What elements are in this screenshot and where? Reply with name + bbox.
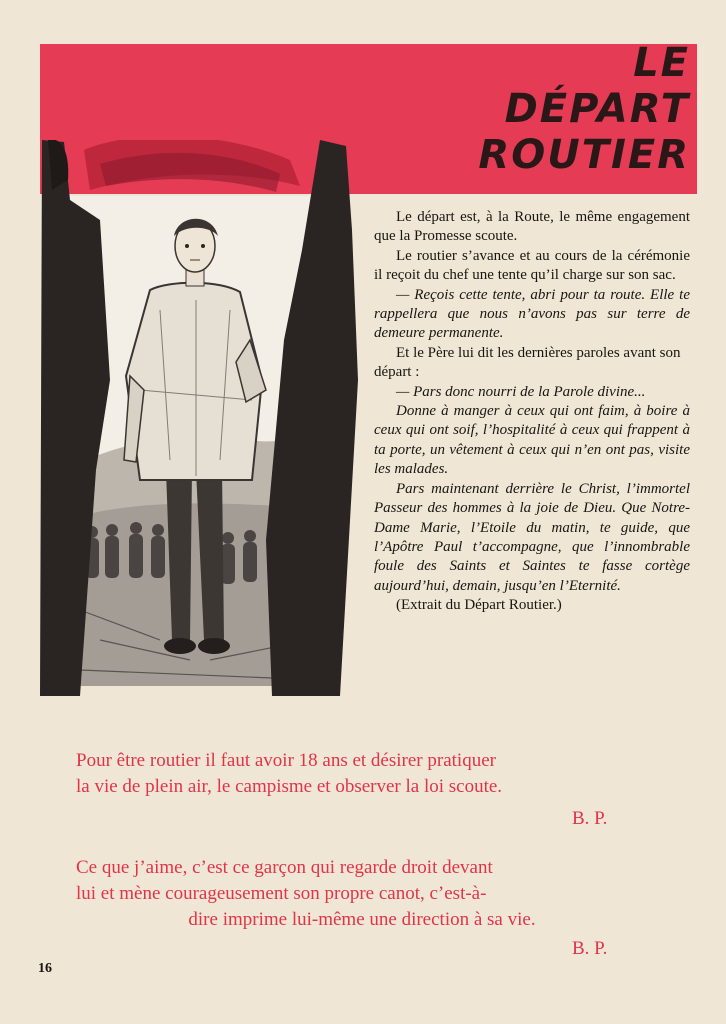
paragraph-2: Le routier s’avance et au cours de la cérémonie il reçoit du chef une tente qu’il charge sur son sac. [374,247,690,284]
paragraph-7: Pars maintenant derrière le Christ, l’immortel Passeur des hommes à la joie de Dieu. Que Notre-Dame Marie, l’Etoile du matin, te guide, que l’Apôtre Paul t’accompagne, que l’innombrable foule des Saints et Saintes te fasse cortège aujourd’hui, demain, jusqu’en l’Eternité. [374,480,690,594]
paragraph-6: Donne à manger à ceux qui ont faim, à boire à ceux qui ont soif, l’hospitalité à ceux qui frappent à ta porte, un vêtement à ceux qui n’en ont pas, visite les malades. [374,403,690,478]
article-body [374,208,690,616]
paragraph-5: — Pars donc nourri de la Parole divine... [396,383,646,400]
quote-1-line-2: la vie de plein air, le campisme et observer la loi scoute. [76,776,503,797]
title-line-2: DÉPART [504,86,690,132]
paragraph-4: Et le Père lui dit les dernières paroles avant son départ : [374,344,681,381]
quote-1-line-1: Pour être routier il faut avoir 18 ans et désirer pratiquer [76,750,496,771]
quote-2-signature: B. P. [572,938,608,959]
scout-departure-illustration [40,140,358,696]
paragraph-3: — Reçois cette tente, abri pour ta route. Elle te rappellera que nous n’avons pas sur terre de demeure permanente. [374,286,690,342]
quote-1-signature: B. P. [572,808,608,829]
quote-1 [76,748,648,800]
paragraph-8: (Extrait du Départ Routier.) [396,597,562,614]
title-line-1: LE [633,40,690,86]
title-line-3: ROUTIER [478,132,690,178]
quote-2-line-2: lui et mène courageusement son propre canot, c’est-à- [76,883,487,904]
quote-2-line-1: Ce que j’aime, c’est ce garçon qui regarde droit devant [76,857,493,878]
quote-2 [76,855,648,933]
page-number: 16 [38,961,52,976]
page-title [478,40,690,178]
paragraph-1: Le départ est, à la Route, le même engagement que la Promesse scoute. [374,209,690,245]
quote-2-line-3: dire imprime lui-même une direction à sa vie. [188,909,536,930]
